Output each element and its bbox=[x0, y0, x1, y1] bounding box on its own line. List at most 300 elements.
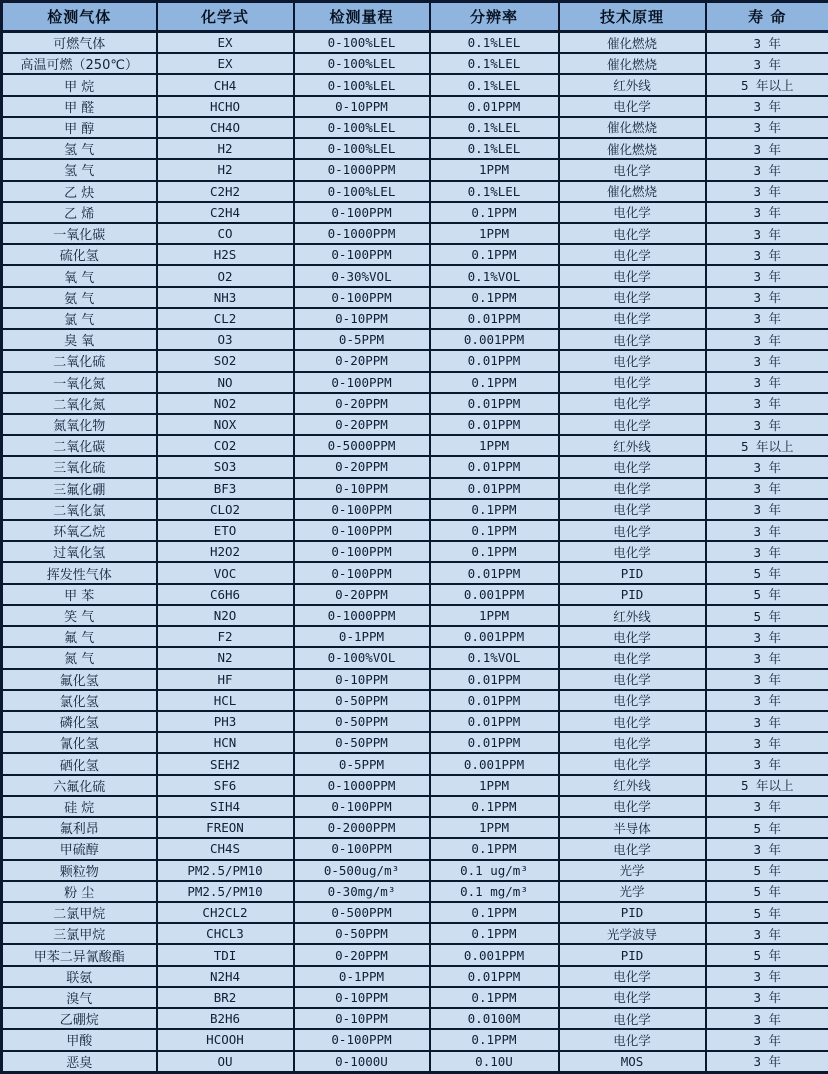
cell-lifespan: 3 年 bbox=[706, 350, 828, 371]
cell-gas: 氢 气 bbox=[2, 138, 157, 159]
cell-principle: 电化学 bbox=[559, 287, 706, 308]
table-row bbox=[2, 520, 828, 541]
cell-formula: FREON bbox=[157, 817, 294, 838]
table-row bbox=[2, 626, 828, 647]
cell-gas: 一氧化氮 bbox=[2, 372, 157, 393]
cell-resolution: 0.01PPM bbox=[430, 393, 559, 414]
cell-principle: 电化学 bbox=[559, 626, 706, 647]
cell-principle: 电化学 bbox=[559, 987, 706, 1008]
cell-resolution: 1PPM bbox=[430, 223, 559, 244]
cell-formula: CL2 bbox=[157, 308, 294, 329]
header-row bbox=[2, 2, 828, 32]
cell-formula: SIH4 bbox=[157, 796, 294, 817]
cell-gas: 三氟化硼 bbox=[2, 478, 157, 499]
cell-lifespan: 3 年 bbox=[706, 711, 828, 732]
cell-resolution: 0.1%VOL bbox=[430, 265, 559, 286]
cell-formula: PM2.5/PM10 bbox=[157, 860, 294, 881]
cell-lifespan: 3 年 bbox=[706, 732, 828, 753]
cell-range: 0-30%VOL bbox=[294, 265, 430, 286]
cell-formula: SO2 bbox=[157, 350, 294, 371]
cell-gas: 二氧化硫 bbox=[2, 350, 157, 371]
cell-principle: PID bbox=[559, 562, 706, 583]
cell-range: 0-10PPM bbox=[294, 987, 430, 1008]
table-row bbox=[2, 202, 828, 223]
cell-gas: 氢 气 bbox=[2, 159, 157, 180]
cell-gas: 挥发性气体 bbox=[2, 562, 157, 583]
table-header bbox=[2, 2, 828, 32]
cell-gas: 氨 气 bbox=[2, 287, 157, 308]
cell-gas: 高温可燃（250℃） bbox=[2, 53, 157, 74]
cell-principle: 半导体 bbox=[559, 817, 706, 838]
cell-lifespan: 3 年 bbox=[706, 32, 828, 54]
table-row bbox=[2, 690, 828, 711]
cell-lifespan: 3 年 bbox=[706, 308, 828, 329]
cell-resolution: 0.1PPM bbox=[430, 520, 559, 541]
cell-principle: 电化学 bbox=[559, 223, 706, 244]
cell-range: 0-100%LEL bbox=[294, 32, 430, 54]
table-row bbox=[2, 456, 828, 477]
cell-resolution: 0.001PPM bbox=[430, 753, 559, 774]
cell-principle: 红外线 bbox=[559, 74, 706, 95]
cell-range: 0-20PPM bbox=[294, 584, 430, 605]
cell-resolution: 0.01PPM bbox=[430, 690, 559, 711]
cell-gas: 三氯甲烷 bbox=[2, 923, 157, 944]
cell-resolution: 1PPM bbox=[430, 775, 559, 796]
cell-resolution: 0.1%LEL bbox=[430, 32, 559, 54]
cell-principle: 电化学 bbox=[559, 690, 706, 711]
cell-principle: 电化学 bbox=[559, 456, 706, 477]
cell-formula: CH2CL2 bbox=[157, 902, 294, 923]
cell-principle: 电化学 bbox=[559, 159, 706, 180]
cell-lifespan: 3 年 bbox=[706, 202, 828, 223]
cell-principle: 电化学 bbox=[559, 202, 706, 223]
cell-range: 0-100%LEL bbox=[294, 181, 430, 202]
cell-formula: C2H2 bbox=[157, 181, 294, 202]
cell-lifespan: 3 年 bbox=[706, 647, 828, 668]
table-row bbox=[2, 32, 828, 54]
cell-range: 0-100PPM bbox=[294, 244, 430, 265]
cell-principle: 电化学 bbox=[559, 372, 706, 393]
table-row bbox=[2, 1029, 828, 1050]
cell-principle: 电化学 bbox=[559, 350, 706, 371]
table-row bbox=[2, 435, 828, 456]
cell-lifespan: 3 年 bbox=[706, 966, 828, 987]
cell-resolution: 0.1PPM bbox=[430, 244, 559, 265]
table-row bbox=[2, 966, 828, 987]
cell-principle: 电化学 bbox=[559, 499, 706, 520]
cell-range: 0-100PPM bbox=[294, 796, 430, 817]
cell-formula: HCOOH bbox=[157, 1029, 294, 1050]
cell-lifespan: 5 年 bbox=[706, 584, 828, 605]
cell-range: 0-100PPM bbox=[294, 372, 430, 393]
cell-gas: 甲 烷 bbox=[2, 74, 157, 95]
cell-resolution: 0.1PPM bbox=[430, 902, 559, 923]
cell-resolution: 0.01PPM bbox=[430, 562, 559, 583]
cell-gas: 恶臭 bbox=[2, 1051, 157, 1073]
table-row bbox=[2, 775, 828, 796]
cell-formula: NO2 bbox=[157, 393, 294, 414]
table-row bbox=[2, 329, 828, 350]
cell-resolution: 0.10U bbox=[430, 1051, 559, 1073]
cell-principle: 光学 bbox=[559, 881, 706, 902]
table-row bbox=[2, 647, 828, 668]
cell-resolution: 0.1PPM bbox=[430, 987, 559, 1008]
table-row bbox=[2, 902, 828, 923]
cell-formula: SEH2 bbox=[157, 753, 294, 774]
table-row bbox=[2, 753, 828, 774]
cell-resolution: 0.1 ug/m³ bbox=[430, 860, 559, 881]
cell-lifespan: 3 年 bbox=[706, 96, 828, 117]
cell-formula: F2 bbox=[157, 626, 294, 647]
cell-gas: 甲 苯 bbox=[2, 584, 157, 605]
cell-formula: B2H6 bbox=[157, 1008, 294, 1029]
cell-range: 0-20PPM bbox=[294, 414, 430, 435]
table-row bbox=[2, 181, 828, 202]
cell-gas: 硒化氢 bbox=[2, 753, 157, 774]
cell-gas: 乙 炔 bbox=[2, 181, 157, 202]
table-row bbox=[2, 669, 828, 690]
cell-formula: OU bbox=[157, 1051, 294, 1073]
cell-lifespan: 5 年以上 bbox=[706, 775, 828, 796]
cell-formula: EX bbox=[157, 53, 294, 74]
cell-gas: 颗粒物 bbox=[2, 860, 157, 881]
cell-formula: C6H6 bbox=[157, 584, 294, 605]
table-row bbox=[2, 860, 828, 881]
cell-lifespan: 3 年 bbox=[706, 223, 828, 244]
column-header-range: 检测量程 bbox=[294, 2, 430, 32]
table-row bbox=[2, 541, 828, 562]
cell-gas: 二氯甲烷 bbox=[2, 902, 157, 923]
cell-formula: CO2 bbox=[157, 435, 294, 456]
table-row bbox=[2, 987, 828, 1008]
table-row bbox=[2, 287, 828, 308]
cell-resolution: 0.01PPM bbox=[430, 711, 559, 732]
cell-resolution: 0.01PPM bbox=[430, 732, 559, 753]
cell-principle: 催化燃烧 bbox=[559, 32, 706, 54]
cell-formula: CHCL3 bbox=[157, 923, 294, 944]
cell-resolution: 1PPM bbox=[430, 605, 559, 626]
cell-resolution: 0.1PPM bbox=[430, 499, 559, 520]
column-header-resolution: 分辨率 bbox=[430, 2, 559, 32]
cell-formula: SF6 bbox=[157, 775, 294, 796]
cell-formula: O3 bbox=[157, 329, 294, 350]
cell-resolution: 0.01PPM bbox=[430, 350, 559, 371]
cell-resolution: 0.01PPM bbox=[430, 966, 559, 987]
cell-gas: 磷化氢 bbox=[2, 711, 157, 732]
cell-gas: 氯化氢 bbox=[2, 690, 157, 711]
cell-resolution: 1PPM bbox=[430, 435, 559, 456]
cell-lifespan: 3 年 bbox=[706, 287, 828, 308]
cell-principle: 催化燃烧 bbox=[559, 138, 706, 159]
cell-principle: 电化学 bbox=[559, 244, 706, 265]
table-row bbox=[2, 74, 828, 95]
cell-formula: N2O bbox=[157, 605, 294, 626]
cell-range: 0-20PPM bbox=[294, 393, 430, 414]
cell-gas: 环氧乙烷 bbox=[2, 520, 157, 541]
cell-formula: HF bbox=[157, 669, 294, 690]
cell-range: 0-100PPM bbox=[294, 287, 430, 308]
cell-resolution: 0.01PPM bbox=[430, 308, 559, 329]
table-row bbox=[2, 711, 828, 732]
cell-gas: 可燃气体 bbox=[2, 32, 157, 54]
cell-lifespan: 3 年 bbox=[706, 53, 828, 74]
cell-gas: 一氧化碳 bbox=[2, 223, 157, 244]
table-row bbox=[2, 350, 828, 371]
table-row bbox=[2, 1008, 828, 1029]
cell-lifespan: 3 年 bbox=[706, 1029, 828, 1050]
cell-range: 0-2000PPM bbox=[294, 817, 430, 838]
cell-range: 0-20PPM bbox=[294, 456, 430, 477]
table-row bbox=[2, 817, 828, 838]
cell-range: 0-50PPM bbox=[294, 923, 430, 944]
cell-principle: 光学 bbox=[559, 860, 706, 881]
cell-formula: NH3 bbox=[157, 287, 294, 308]
cell-gas: 硫化氢 bbox=[2, 244, 157, 265]
cell-lifespan: 5 年 bbox=[706, 944, 828, 965]
table-row bbox=[2, 53, 828, 74]
cell-gas: 氟 气 bbox=[2, 626, 157, 647]
cell-lifespan: 3 年 bbox=[706, 244, 828, 265]
cell-resolution: 0.01PPM bbox=[430, 96, 559, 117]
cell-range: 0-1PPM bbox=[294, 966, 430, 987]
cell-resolution: 0.1PPM bbox=[430, 541, 559, 562]
table-row bbox=[2, 1051, 828, 1073]
cell-lifespan: 5 年 bbox=[706, 605, 828, 626]
cell-formula: NO bbox=[157, 372, 294, 393]
cell-gas: 氟化氢 bbox=[2, 669, 157, 690]
cell-lifespan: 5 年 bbox=[706, 562, 828, 583]
cell-principle: 红外线 bbox=[559, 605, 706, 626]
cell-principle: 电化学 bbox=[559, 711, 706, 732]
cell-range: 0-1000PPM bbox=[294, 605, 430, 626]
cell-range: 0-20PPM bbox=[294, 350, 430, 371]
cell-range: 0-30mg/m³ bbox=[294, 881, 430, 902]
cell-lifespan: 3 年 bbox=[706, 520, 828, 541]
cell-formula: N2 bbox=[157, 647, 294, 668]
cell-formula: CLO2 bbox=[157, 499, 294, 520]
cell-lifespan: 3 年 bbox=[706, 478, 828, 499]
cell-gas: 氮 气 bbox=[2, 647, 157, 668]
cell-gas: 甲 醛 bbox=[2, 96, 157, 117]
cell-lifespan: 3 年 bbox=[706, 796, 828, 817]
cell-range: 0-1000PPM bbox=[294, 775, 430, 796]
cell-principle: PID bbox=[559, 902, 706, 923]
cell-resolution: 0.001PPM bbox=[430, 944, 559, 965]
cell-range: 0-100%LEL bbox=[294, 138, 430, 159]
cell-range: 0-1000PPM bbox=[294, 223, 430, 244]
cell-formula: H2O2 bbox=[157, 541, 294, 562]
cell-range: 0-500PPM bbox=[294, 902, 430, 923]
column-header-formula: 化学式 bbox=[157, 2, 294, 32]
cell-resolution: 0.1%LEL bbox=[430, 181, 559, 202]
cell-lifespan: 3 年 bbox=[706, 690, 828, 711]
cell-range: 0-50PPM bbox=[294, 690, 430, 711]
table-row bbox=[2, 96, 828, 117]
cell-range: 0-500ug/m³ bbox=[294, 860, 430, 881]
cell-formula: PM2.5/PM10 bbox=[157, 881, 294, 902]
cell-resolution: 0.1%LEL bbox=[430, 53, 559, 74]
cell-gas: 乙 烯 bbox=[2, 202, 157, 223]
cell-formula: VOC bbox=[157, 562, 294, 583]
cell-gas: 过氧化氢 bbox=[2, 541, 157, 562]
cell-gas: 二氧化碳 bbox=[2, 435, 157, 456]
cell-resolution: 0.1PPM bbox=[430, 923, 559, 944]
cell-lifespan: 3 年 bbox=[706, 541, 828, 562]
cell-gas: 溴气 bbox=[2, 987, 157, 1008]
table-row bbox=[2, 393, 828, 414]
cell-lifespan: 3 年 bbox=[706, 669, 828, 690]
table-row bbox=[2, 117, 828, 138]
cell-lifespan: 3 年 bbox=[706, 838, 828, 859]
cell-resolution: 0.001PPM bbox=[430, 626, 559, 647]
cell-range: 0-100PPM bbox=[294, 541, 430, 562]
cell-formula: NOX bbox=[157, 414, 294, 435]
cell-formula: BF3 bbox=[157, 478, 294, 499]
cell-formula: BR2 bbox=[157, 987, 294, 1008]
cell-formula: C2H4 bbox=[157, 202, 294, 223]
cell-range: 0-100PPM bbox=[294, 202, 430, 223]
table-row bbox=[2, 732, 828, 753]
cell-principle: 电化学 bbox=[559, 541, 706, 562]
cell-range: 0-100%LEL bbox=[294, 74, 430, 95]
cell-principle: 红外线 bbox=[559, 775, 706, 796]
cell-range: 0-5PPM bbox=[294, 329, 430, 350]
cell-principle: 电化学 bbox=[559, 393, 706, 414]
cell-lifespan: 3 年 bbox=[706, 393, 828, 414]
cell-principle: 电化学 bbox=[559, 647, 706, 668]
cell-lifespan: 3 年 bbox=[706, 265, 828, 286]
cell-formula: PH3 bbox=[157, 711, 294, 732]
cell-lifespan: 3 年 bbox=[706, 414, 828, 435]
cell-gas: 二氧化氯 bbox=[2, 499, 157, 520]
cell-principle: 催化燃烧 bbox=[559, 117, 706, 138]
cell-formula: CH4O bbox=[157, 117, 294, 138]
cell-principle: 电化学 bbox=[559, 308, 706, 329]
cell-principle: 电化学 bbox=[559, 732, 706, 753]
cell-formula: ETO bbox=[157, 520, 294, 541]
cell-resolution: 0.01PPM bbox=[430, 456, 559, 477]
cell-range: 0-5000PPM bbox=[294, 435, 430, 456]
table-row bbox=[2, 838, 828, 859]
cell-lifespan: 3 年 bbox=[706, 329, 828, 350]
cell-formula: HCHO bbox=[157, 96, 294, 117]
cell-formula: TDI bbox=[157, 944, 294, 965]
cell-resolution: 0.1 mg/m³ bbox=[430, 881, 559, 902]
table-row bbox=[2, 562, 828, 583]
cell-range: 0-100PPM bbox=[294, 499, 430, 520]
cell-formula: H2S bbox=[157, 244, 294, 265]
cell-range: 0-1PPM bbox=[294, 626, 430, 647]
cell-formula: HCL bbox=[157, 690, 294, 711]
cell-range: 0-100%VOL bbox=[294, 647, 430, 668]
cell-resolution: 0.1PPM bbox=[430, 838, 559, 859]
cell-principle: 电化学 bbox=[559, 265, 706, 286]
table-row bbox=[2, 944, 828, 965]
cell-principle: 电化学 bbox=[559, 520, 706, 541]
cell-lifespan: 3 年 bbox=[706, 753, 828, 774]
cell-principle: 电化学 bbox=[559, 1029, 706, 1050]
cell-principle: 电化学 bbox=[559, 329, 706, 350]
cell-range: 0-100%LEL bbox=[294, 117, 430, 138]
column-header-gas: 检测气体 bbox=[2, 2, 157, 32]
cell-range: 0-50PPM bbox=[294, 732, 430, 753]
cell-gas: 氮氧化物 bbox=[2, 414, 157, 435]
cell-range: 0-1000U bbox=[294, 1051, 430, 1073]
cell-lifespan: 3 年 bbox=[706, 499, 828, 520]
cell-lifespan: 3 年 bbox=[706, 456, 828, 477]
cell-lifespan: 3 年 bbox=[706, 181, 828, 202]
table-row bbox=[2, 881, 828, 902]
column-header-lifespan: 寿 命 bbox=[706, 2, 828, 32]
cell-principle: 催化燃烧 bbox=[559, 181, 706, 202]
table-row bbox=[2, 499, 828, 520]
cell-principle: PID bbox=[559, 944, 706, 965]
cell-gas: 甲 醇 bbox=[2, 117, 157, 138]
cell-resolution: 1PPM bbox=[430, 159, 559, 180]
table-row bbox=[2, 138, 828, 159]
cell-range: 0-100PPM bbox=[294, 520, 430, 541]
cell-gas: 硅 烷 bbox=[2, 796, 157, 817]
cell-principle: 光学波导 bbox=[559, 923, 706, 944]
cell-resolution: 0.1PPM bbox=[430, 372, 559, 393]
cell-formula: SO3 bbox=[157, 456, 294, 477]
table-body bbox=[2, 32, 828, 1073]
cell-resolution: 0.01PPM bbox=[430, 478, 559, 499]
cell-principle: 电化学 bbox=[559, 96, 706, 117]
cell-formula: EX bbox=[157, 32, 294, 54]
cell-range: 0-10PPM bbox=[294, 478, 430, 499]
table-row bbox=[2, 584, 828, 605]
cell-principle: 电化学 bbox=[559, 414, 706, 435]
cell-range: 0-10PPM bbox=[294, 308, 430, 329]
table-row bbox=[2, 223, 828, 244]
cell-resolution: 0.1%LEL bbox=[430, 138, 559, 159]
cell-gas: 氰化氢 bbox=[2, 732, 157, 753]
cell-range: 0-5PPM bbox=[294, 753, 430, 774]
cell-range: 0-20PPM bbox=[294, 944, 430, 965]
table-row bbox=[2, 265, 828, 286]
cell-resolution: 0.1%VOL bbox=[430, 647, 559, 668]
cell-gas: 粉 尘 bbox=[2, 881, 157, 902]
cell-gas: 甲硫醇 bbox=[2, 838, 157, 859]
cell-principle: PID bbox=[559, 584, 706, 605]
cell-formula: CO bbox=[157, 223, 294, 244]
cell-principle: 电化学 bbox=[559, 669, 706, 690]
table-row bbox=[2, 478, 828, 499]
cell-formula: H2 bbox=[157, 138, 294, 159]
cell-gas: 联氨 bbox=[2, 966, 157, 987]
cell-gas: 氯 气 bbox=[2, 308, 157, 329]
cell-range: 0-10PPM bbox=[294, 669, 430, 690]
cell-principle: 催化燃烧 bbox=[559, 53, 706, 74]
cell-resolution: 0.001PPM bbox=[430, 329, 559, 350]
cell-resolution: 0.001PPM bbox=[430, 584, 559, 605]
cell-gas: 二氧化氮 bbox=[2, 393, 157, 414]
cell-principle: 电化学 bbox=[559, 1008, 706, 1029]
cell-resolution: 0.0100M bbox=[430, 1008, 559, 1029]
cell-gas: 臭 氧 bbox=[2, 329, 157, 350]
cell-resolution: 0.01PPM bbox=[430, 669, 559, 690]
table-row bbox=[2, 414, 828, 435]
cell-lifespan: 3 年 bbox=[706, 117, 828, 138]
cell-lifespan: 3 年 bbox=[706, 626, 828, 647]
cell-range: 0-100PPM bbox=[294, 1029, 430, 1050]
cell-gas: 乙硼烷 bbox=[2, 1008, 157, 1029]
cell-lifespan: 3 年 bbox=[706, 138, 828, 159]
cell-resolution: 0.1%LEL bbox=[430, 117, 559, 138]
cell-resolution: 1PPM bbox=[430, 817, 559, 838]
cell-resolution: 0.1PPM bbox=[430, 1029, 559, 1050]
